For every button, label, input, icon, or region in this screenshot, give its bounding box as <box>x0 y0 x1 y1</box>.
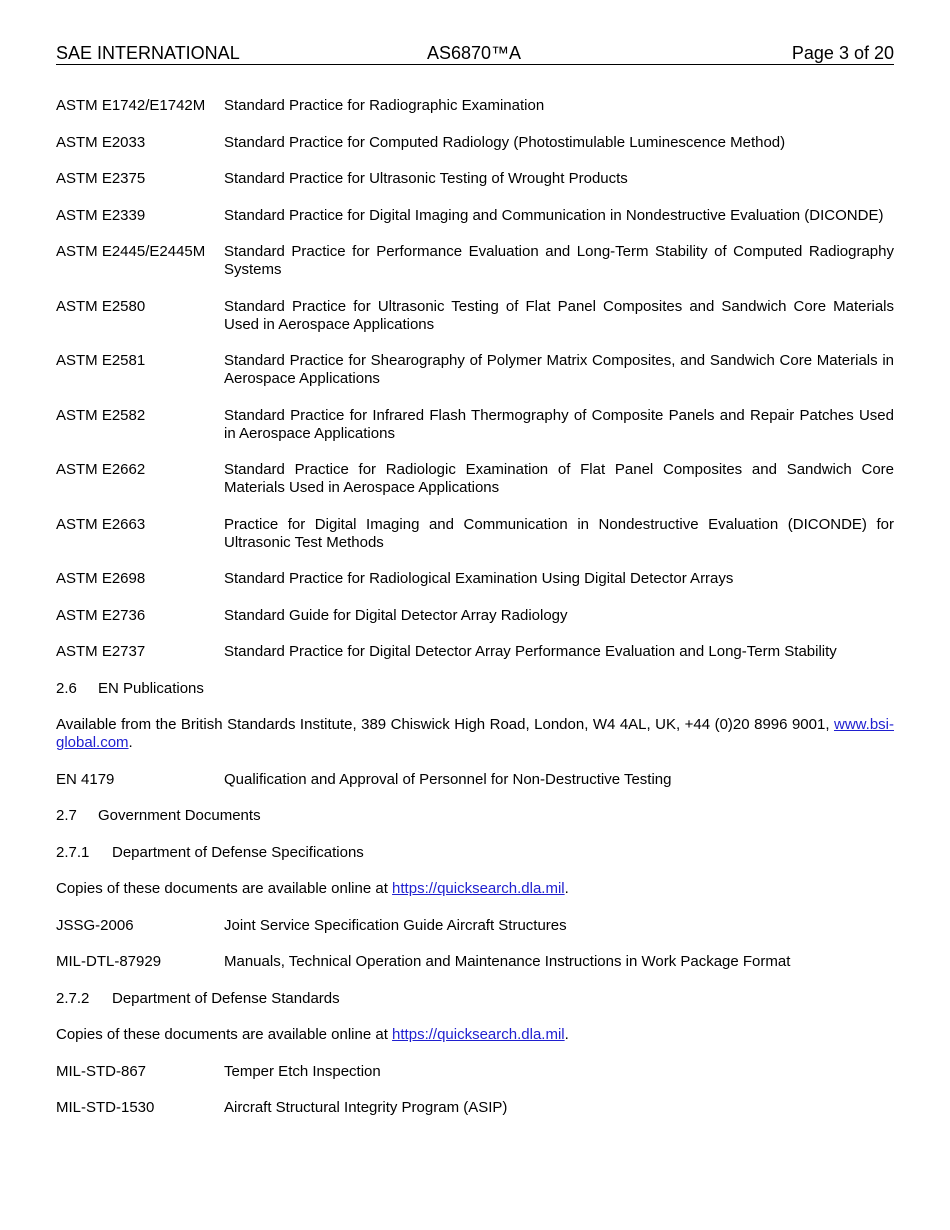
reference-title: Standard Practice for Performance Evaluation and Long-Term Stability of Computed Radiography Systems <box>224 243 894 278</box>
section-title: Department of Defense Standards <box>112 989 340 1007</box>
section-heading-government <box>56 807 894 825</box>
reference-code: ASTM E2033 <box>56 133 146 151</box>
reference-title: Standard Practice for Ultrasonic Testing of Wrought Products <box>224 170 628 187</box>
availability-paragraph <box>56 880 894 898</box>
reference-code: ASTM E1742/E1742M <box>56 97 206 114</box>
section-heading-dod-specs <box>56 844 894 862</box>
availability-text: Available from the British Standards Institute, 389 Chiswick High Road, London, W4 4AL, UK, +44 (0)20 8996 9001, <box>56 716 834 733</box>
reference-entry <box>56 97 894 115</box>
section-number: 2.7.1 <box>56 843 90 861</box>
trailing-punctuation: . <box>128 734 133 751</box>
reference-title: Standard Practice for Computed Radiology (Photostimulable Luminescence Method) <box>224 133 786 151</box>
reference-code: ASTM E2375 <box>56 170 146 187</box>
reference-code: ASTM E2737 <box>56 643 146 660</box>
availability-text: Copies of these documents are available online at <box>56 1026 393 1043</box>
availability-text: Copies of these documents are available online at <box>56 880 393 897</box>
document-page <box>56 42 894 1116</box>
trailing-punctuation: . <box>564 1026 569 1043</box>
reference-entry <box>56 170 894 188</box>
reference-title: Practice for Digital Imaging and Communication in Nondestructive Evaluation (DICONDE) for Ultrasonic Test Methods <box>224 515 894 551</box>
reference-code: ASTM E2662 <box>56 461 146 478</box>
reference-entry <box>56 298 894 334</box>
reference-code: ASTM E2582 <box>56 406 146 424</box>
reference-code: MIL-STD-867 <box>56 1062 147 1080</box>
reference-code: ASTM E2581 <box>56 352 146 369</box>
page-body <box>56 97 894 1136</box>
availability-paragraph <box>56 716 894 752</box>
reference-entry <box>56 207 894 225</box>
reference-code: ASTM E2580 <box>56 297 146 315</box>
reference-code: ASTM E2698 <box>56 570 146 587</box>
quicksearch-link[interactable]: https://quicksearch.dla.mil <box>392 880 565 897</box>
reference-entry <box>56 407 894 443</box>
reference-entry <box>56 1063 894 1081</box>
reference-entry <box>56 570 894 588</box>
reference-title: Standard Practice for Radiographic Examination <box>224 97 545 114</box>
reference-entry <box>56 643 894 661</box>
header-page-number: Page 3 of 20 <box>791 43 894 63</box>
section-number: 2.6 <box>56 679 77 697</box>
reference-title: Standard Practice for Shearography of Polymer Matrix Composites, and Sandwich Core Materials in Aerospace Applications <box>224 352 894 387</box>
reference-entry <box>56 771 894 789</box>
reference-entry <box>56 243 894 279</box>
section-number: 2.7.2 <box>56 989 90 1007</box>
reference-code: ASTM E2445/E2445M <box>56 243 206 260</box>
reference-entry <box>56 516 894 552</box>
reference-title: Manuals, Technical Operation and Maintenance Instructions in Work Package Format <box>224 953 791 970</box>
header-org: SAE INTERNATIONAL <box>56 43 240 63</box>
reference-entry <box>56 461 894 497</box>
reference-code: JSSG-2006 <box>56 916 134 934</box>
reference-title: Standard Practice for Radiologic Examination of Flat Panel Composites and Sandwich Core Materials Used in Aerospace Applications <box>224 461 894 496</box>
reference-title: Standard Practice for Infrared Flash Thermography of Composite Panels and Repair Patches Used in Aerospace Applications <box>224 406 894 442</box>
reference-entry <box>56 352 894 388</box>
reference-entry <box>56 917 894 935</box>
reference-title: Standard Practice for Ultrasonic Testing of Flat Panel Composites and Sandwich Core Materials Used in Aerospace Applications <box>224 297 894 333</box>
reference-code: ASTM E2663 <box>56 515 146 533</box>
reference-entry <box>56 607 894 625</box>
section-heading-en <box>56 680 894 698</box>
reference-title: Temper Etch Inspection <box>224 1062 381 1080</box>
reference-entry <box>56 134 894 152</box>
reference-code: ASTM E2736 <box>56 606 146 624</box>
section-heading-dod-standards <box>56 990 894 1008</box>
reference-title: Standard Practice for Digital Imaging and Communication in Nondestructive Evaluation (DICONDE) <box>224 206 884 224</box>
reference-code: MIL-DTL-87929 <box>56 953 162 970</box>
page-header <box>56 42 894 65</box>
reference-code: EN 4179 <box>56 770 115 788</box>
reference-title: Qualification and Approval of Personnel for Non-Destructive Testing <box>224 770 672 788</box>
section-title: Government Documents <box>98 807 261 824</box>
section-title: EN Publications <box>98 679 204 697</box>
reference-code: MIL-STD-1530 <box>56 1099 155 1116</box>
reference-title: Joint Service Specification Guide Aircraft Structures <box>224 916 567 934</box>
reference-title: Aircraft Structural Integrity Program (ASIP) <box>224 1099 508 1116</box>
reference-title: Standard Practice for Digital Detector Array Performance Evaluation and Long-Term Stability <box>224 643 837 660</box>
bsi-link[interactable]: www.bsi-global.com <box>56 716 894 751</box>
quicksearch-link[interactable]: https://quicksearch.dla.mil <box>392 1026 565 1043</box>
reference-title: Standard Practice for Radiological Examination Using Digital Detector Arrays <box>224 570 734 587</box>
section-title: Department of Defense Specifications <box>112 843 364 861</box>
header-doc-id: AS6870™A <box>427 43 522 63</box>
reference-entry <box>56 1099 894 1117</box>
trailing-punctuation: . <box>564 880 569 897</box>
section-number: 2.7 <box>56 807 77 824</box>
reference-title: Standard Guide for Digital Detector Array Radiology <box>224 606 568 624</box>
reference-code: ASTM E2339 <box>56 206 146 224</box>
reference-entry <box>56 953 894 971</box>
availability-paragraph <box>56 1026 894 1044</box>
